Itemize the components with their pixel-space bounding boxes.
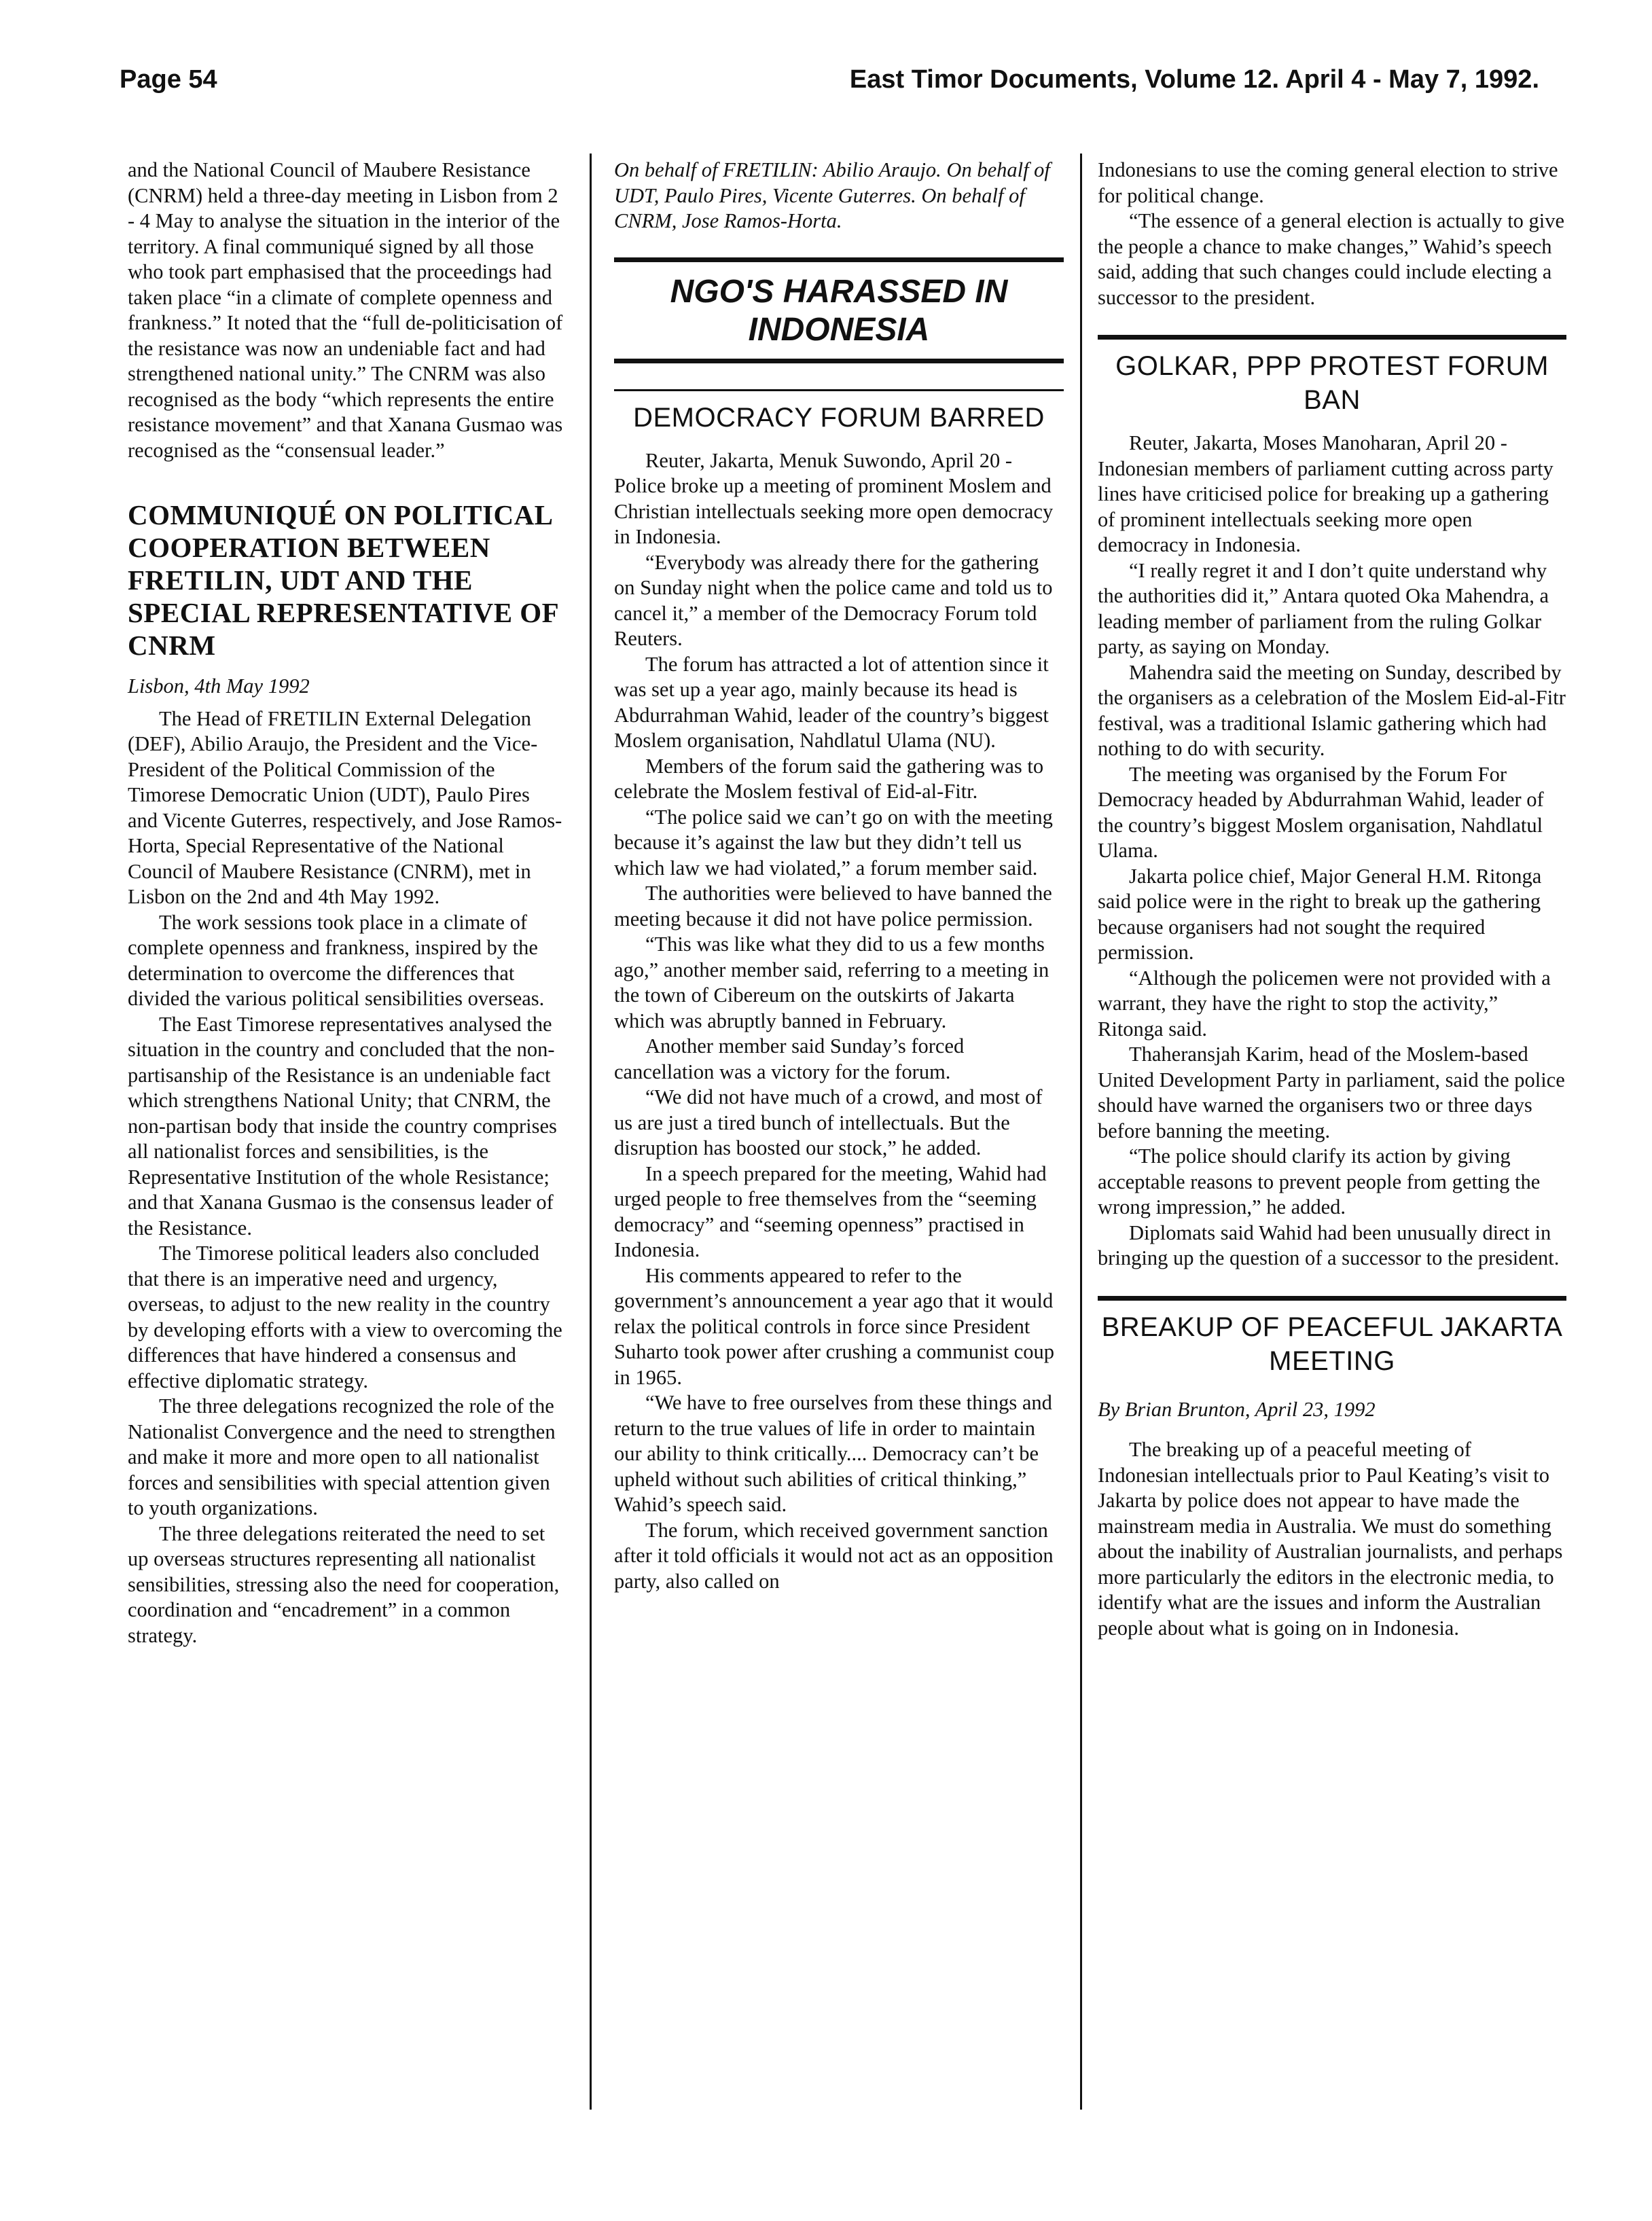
column-1	[128, 158, 564, 1648]
continued-paragraph: Indonesians to use the coming general election to strive for political change.	[1098, 158, 1558, 207]
article-paragraph: The breaking up of a peaceful meeting of Indonesian intellectuals prior to Paul Keating’s visit to Jakarta by police does not appear to have made the mainstream media in Australia. We must do something about the inability of Australian journalists, and perhaps more particularly the editors in the electronic media, to identify what are the issues and inform the Australian people about what is going on in Indonesia.	[1098, 1438, 1563, 1640]
article-heading: DEMOCRACY FORUM BARRED	[633, 402, 1045, 433]
article-paragraph: “Everybody was already there for the gathering on Sunday night when the police came and told us to cancel it,” a member of the Democracy Forum told Reuters.	[614, 550, 1053, 650]
article-paragraph: Another member said Sunday’s forced cancellation was a victory for the forum.	[614, 1034, 965, 1083]
article-paragraph: The forum has attracted a lot of attention since it was set up a year ago, mainly because its head is Abdurrahman Wahid, leader of the country’s biggest Moslem organisation, Nahdlatul Ulama (NU).	[614, 652, 1049, 752]
column-2	[614, 158, 1064, 1594]
article-paragraph: Reuter, Jakarta, Moses Manoharan, April 20 - Indonesian members of parliament cutting across party lines have criticised police for breaking up a gathering of prominent intellectuals seeking more open democracy in Indonesia.	[1098, 431, 1554, 556]
article-paragraph: The authorities were believed to have banned the meeting because it did not have police permission.	[614, 882, 1052, 931]
page-header	[120, 65, 1539, 106]
article-paragraph: “We have to free ourselves from these things and return to the true values of life in order to maintain our ability to think critically.... Democracy can’t be upheld without such abilities of critical thinking,” Wahid’s speech said.	[614, 1391, 1052, 1516]
breakup-heading: BREAKUP OF PEACEFUL JAKARTA MEETING	[1101, 1312, 1563, 1376]
column-divider	[1080, 154, 1082, 2110]
page-number: Page 54	[120, 65, 217, 94]
article-paragraph: The work sessions took place in a climate of complete openness and frankness, inspired by the determination to overcome the differences that divided the various political sensibilities overseas.	[128, 910, 545, 1010]
article-rule	[1098, 335, 1566, 340]
section-rule	[614, 257, 1064, 262]
article-paragraph: Thaheransjah Karim, head of the Moslem-based United Development Party in parliament, said the police should have warned the organisers two or three days before banning the meeting.	[1098, 1043, 1565, 1142]
article-paragraph: “This was like what they did to us a few months ago,” another member said, referring to a meeting in the town of Cibereum on the outskirts of Jakarta which was abruptly banned in February.	[614, 933, 1049, 1032]
article-paragraph: Mahendra said the meeting on Sunday, described by the organisers as a celebration of the Moslem Eid-al-Fitr festival, was a traditional Islamic gathering which had nothing to do with security.	[1098, 660, 1566, 760]
golkar-heading: GOLKAR, PPP PROTEST FORUM BAN	[1115, 351, 1549, 415]
article-paragraph: “Although the policemen were not provided with a warrant, they have the right to stop the activity,” Ritonga said.	[1098, 966, 1551, 1041]
article-paragraph: In a speech prepared for the meeting, Wahid had urged people to free themselves from the “seeming democracy” and “seeming openness” practised in Indonesia.	[614, 1161, 1047, 1261]
article-paragraph: The three delegations reiterated the need to set up overseas structures representing all nationalist sensibilities, stressing also the need for cooperation, coordination and “encadrement” in a common strategy.	[128, 1521, 560, 1647]
article-paragraph: “We did not have much of a crowd, and most of us are just a tired bunch of intellectuals. But the disruption has boosted our stock,” he added.	[614, 1085, 1043, 1159]
continued-paragraph: “The essence of a general election is actually to give the people a chance to make changes,” Wahid’s speech said, adding that such changes could include electing a successor to the president.	[1098, 209, 1565, 309]
byline: By Brian Brunton, April 23, 1992	[1098, 1397, 1376, 1421]
article-paragraph: The East Timorese representatives analysed the situation in the country and concluded that the non-partisanship of the Resistance is an undeniable fact which strengthens National Unity; that CNRM, the non-partisan body that inside the country comprises all nationalist forces and sensibilities, is the Representative Institution of the whole Resistance; and that Xanana Gusmao is the consensus leader of the Resistance.	[128, 1012, 557, 1240]
article-rule	[1098, 1296, 1566, 1301]
article-paragraph: “I really regret it and I don’t quite understand why the authorities did it,” Antara quoted Oka Mahendra, a leading member of parliament from the ruling Golkar party, as saying on Monday.	[1098, 558, 1549, 658]
article-paragraph: Diplomats said Wahid had been unusually direct in bringing up the question of a successor to the president.	[1098, 1221, 1560, 1269]
signatures: On behalf of FRETILIN: Abilio Araujo. On behalf of UDT, Paulo Pires, Vicente Guterres. On behalf of CNRM, Jose Ramos-Horta.	[614, 158, 1050, 232]
section-rule	[614, 359, 1064, 363]
communique-heading: COMMUNIQUÉ ON POLITICAL COOPERATION BETWEEN FRETILIN, UDT AND THE SPECIAL REPRESENTATIVE OF CNRM	[128, 499, 558, 661]
column-3	[1098, 158, 1566, 1641]
article-paragraph: The three delegations recognized the role of the Nationalist Convergence and the need to strengthen and make it more and more open to all nationalist forces and sensibilities with special attention given to youth organizations.	[128, 1394, 556, 1519]
article-paragraph: The meeting was organised by the Forum For Democracy headed by Abdurrahman Wahid, leader of the country’s biggest Moslem organisation, Nahdlatul Ulama.	[1098, 762, 1544, 862]
article-paragraph: The Timorese political leaders also concluded that there is an imperative need and urgency, overseas, to adjust to the new reality in the country by developing efforts with a view to overcoming the differences that have hindered a consensus and effective diplomatic strategy.	[128, 1242, 562, 1392]
article-paragraph: Members of the forum said the gathering was to celebrate the Moslem festival of Eid-al-Fitr.	[614, 754, 1044, 803]
article-paragraph: “The police should clarify its action by giving acceptable reasons to prevent people from getting the wrong impression,” he added.	[1098, 1144, 1541, 1218]
article-paragraph: Reuter, Jakarta, Menuk Suwondo, April 20 - Police broke up a meeting of prominent Moslem and Christian intellectuals seeking more open democracy in Indonesia.	[614, 448, 1054, 548]
article-paragraph: Jakarta police chief, Major General H.M. Ritonga said police were in the right to break up the gathering because organisers had not sought the required permission.	[1098, 864, 1542, 964]
dateline: Lisbon, 4th May 1992	[128, 674, 310, 698]
article-paragraph: His comments appeared to refer to the government’s announcement a year ago that it would relax the political controls in force since President Suharto took power after crushing a communist coup in 1965.	[614, 1263, 1054, 1389]
article-paragraph: “The police said we can’t go on with the meeting because it’s against the law but they didn’t tell us which law we had violated,” a forum member said.	[614, 805, 1053, 880]
running-title: East Timor Documents, Volume 12. April 4 - May 7, 1992.	[849, 65, 1539, 94]
article-paragraph: The forum, which received government sanction after it told officials it would not act as an opposition party, also called on	[614, 1518, 1054, 1593]
intro-paragraph: and the National Council of Maubere Resistance (CNRM) held a three-day meeting in Lisbon from 2 - 4 May to analyse the situation in the interior of the territory. A final communiqué signed by all those who took part emphasised that the proceedings had taken place “in a climate of complete openness and frankness.” It noted that the “full de-politicisation of the resistance was now an undeniable fact and had strengthened national unity.” The CNRM was also recognised as the body “which represents the entire resistance movement” and that Xanana Gusmao was recognised as the “consensual leader.”	[128, 158, 563, 462]
article-paragraph: The Head of FRETILIN External Delegation (DEF), Abilio Araujo, the President and the Vice-President of the Political Commission of the Timorese Democratic Union (UDT), Paulo Pires and Vicente Guterres, respectively, and Jose Ramos-Horta, Special Representative of the National Council of Maubere Resistance (CNRM), met in Lisbon on the 2nd and 4th May 1992.	[128, 706, 562, 908]
column-divider	[590, 154, 592, 2110]
section-heading: NGO'S HARASSED IN INDONESIA	[670, 273, 1008, 348]
